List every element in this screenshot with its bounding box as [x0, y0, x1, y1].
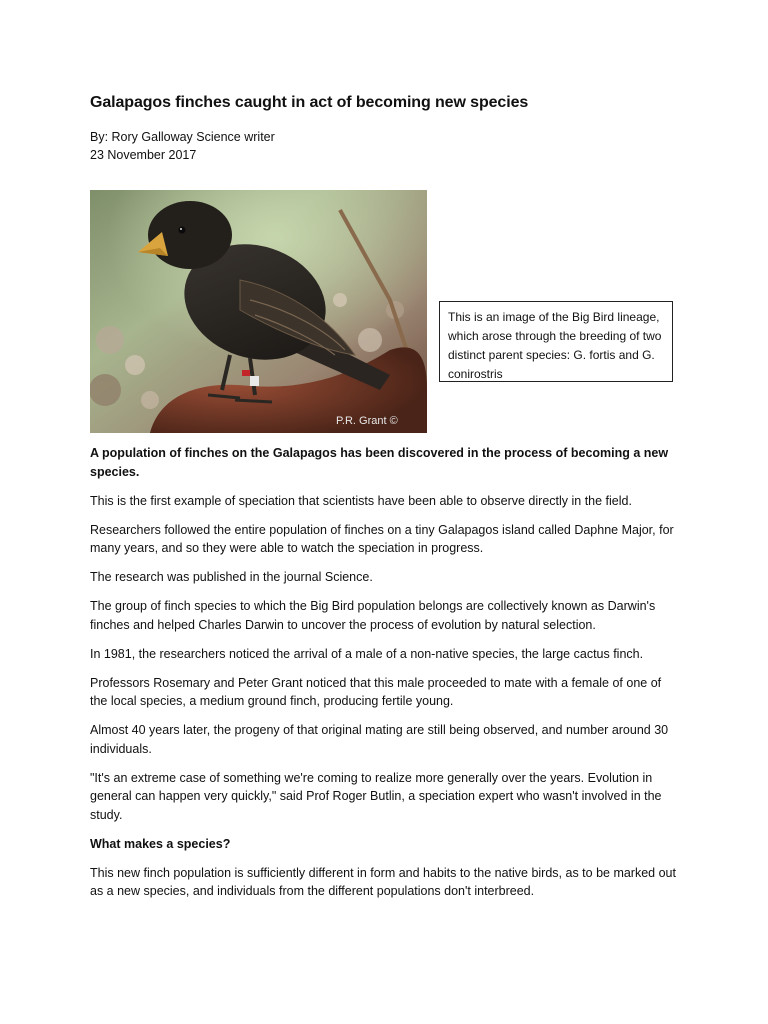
body-paragraph: The group of finch species to which the Big Bird population belongs are collectively known as Darwin's finches and helped Charles Darwin to uncover the process of evolution by natural selection.	[90, 599, 656, 632]
body-paragraph: Almost 40 years later, the progeny of that original mating are still being observed, and number around 30 individuals.	[90, 723, 669, 756]
article-title: Galapagos finches caught in act of becoming new species	[90, 94, 529, 111]
image-caption: This is an image of the Big Bird lineage, which arose through the breeding of two distinct parent species: G. fortis and G. conirostris	[448, 310, 662, 381]
finch-illustration	[90, 190, 427, 433]
section-subhead: What makes a species?	[90, 836, 231, 851]
body-paragraph: This is the first example of speciation that scientists have been able to observe directly in the field.	[90, 493, 632, 508]
body-paragraph: In 1981, the researchers noticed the arrival of a male of a non-native species, the large cactus finch.	[90, 646, 644, 661]
image-caption-box	[439, 301, 673, 382]
article-body	[90, 444, 680, 911]
photo-credit: P.R. Grant ©	[336, 415, 398, 427]
byline-block	[90, 128, 275, 164]
finch-photo	[90, 190, 427, 433]
body-paragraph: "It's an extreme case of something we're coming to realize more generally over the years. Evolution in general can happen very quickly," said Prof Roger Butlin, a speciation expert who wasn't involved in the study.	[90, 770, 662, 822]
closing-paragraph: This new finch population is sufficiently different in form and habits to the native birds, as to be marked out as a new species, and individuals from the different populations don't interbreed.	[90, 865, 676, 898]
body-paragraph: Professors Rosemary and Peter Grant noticed that this male proceeded to mate with a female of one of the local species, a medium ground finch, producing fertile young.	[90, 675, 662, 708]
body-paragraph: The research was published in the journal Science.	[90, 570, 373, 584]
publish-date: 23 November 2017	[90, 148, 197, 162]
body-paragraph: Researchers followed the entire population of finches on a tiny Galapagos island called Daphne Major, for many years, and so they were able to watch the speciation in progress.	[90, 522, 674, 555]
lead-paragraph: A population of finches on the Galapagos has been discovered in the process of becoming a new species.	[90, 446, 669, 479]
author-line: By: Rory Galloway Science writer	[90, 130, 275, 144]
